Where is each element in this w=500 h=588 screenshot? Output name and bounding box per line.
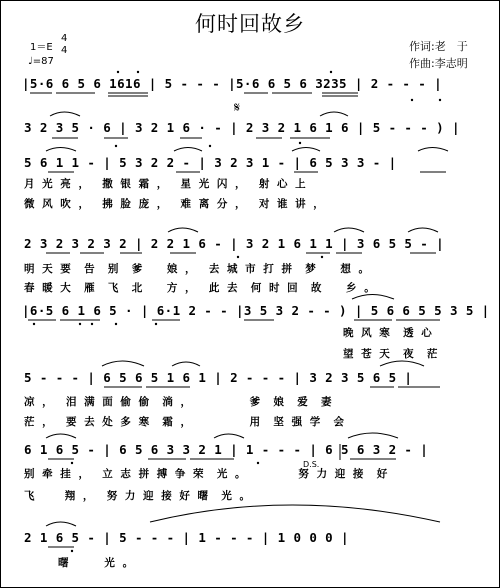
song-title: 何时回故乡 (195, 12, 305, 36)
notation-line-5: |6·5 6 1 6 5 · | 6·1 2 - - |3 5 3 2 - - ) | 5 6 6 5 5 3 5 | (22, 303, 490, 318)
lyric-line-6b: 茫 ， 要 去 处 多 寒 霜 ， 用 坚 强 学 会 (24, 416, 347, 428)
notation-line-1: |5·6 6 5 6 1616 | 5 - - - |5·6 6 5 6 3235 | 2 - - - | (22, 76, 443, 91)
notation-line-4: 2 3 2 3 2 3 2 | 2 2 1 6 - | 3 2 1 6 1 1 | 3 6 5 5 - | (24, 236, 445, 251)
lyric-line-7b: 飞 翔 ， 努 力 迎 接 好 曙 光 。 (24, 490, 252, 502)
notation-line-6: 5 - - - | 6 5 6 5 1 6 1 | 2 - - - | 3 2 3 5 6 5 | (24, 370, 413, 385)
notation-line-7: 6 1 6 5 - | 6 5 6 3 3 2 1 | 1 - - - | 6 5 6 3 2 - | (24, 442, 429, 457)
ds-mark: D.S. (303, 460, 320, 469)
segno-sign: 𝄋 (234, 100, 241, 116)
lyric-line-4b: 春 暖 大 雁 飞 北 方 ， 此 去 何 时 回 故 乡 。 (24, 282, 377, 294)
time-signature-top: 4 (61, 33, 68, 44)
tempo-mark: ♩=87 (28, 56, 54, 67)
lyric-line-6a: 凉 ， 泪 满 面 偷 偷 淌 ， 爹 娘 爱 妻 (24, 396, 334, 408)
lyricist-credit: 作词:老 于 (409, 40, 468, 53)
notation-line-8: 2 1 6 5 - | 5 - - - | 1 - - - | 1 0 0 0 | (24, 530, 349, 545)
lyric-line-4a: 明 天 要 告 别 爹 娘 ， 去 城 市 打 拼 梦 想 。 (24, 263, 372, 275)
notation-line-3: 5 6 1 1 - | 5 3 2 2 - | 3 2 3 1 - | 6 5 3 3 - | (24, 155, 397, 170)
lyric-line-5a: 晚 风 寒 透 心 (343, 327, 434, 339)
lyric-line-7a: 别 牵 挂 ， 立 志 拼 搏 争 荣 光 。 努 力 迎 接 好 (24, 468, 390, 480)
lyric-line-8a: 曙 光 。 (58, 557, 136, 569)
key-signature: 1＝E (30, 42, 53, 53)
lyric-line-3a: 月 光 亮 ， 撒 银 霜 ， 星 光 闪 ， 射 心 上 (24, 178, 308, 190)
lyric-line-3b: 微 风 吹 ， 拂 脸 庞 ， 难 离 分 ， 对 谁 讲 ， (24, 198, 326, 210)
notation-line-2: 3 2 3 5 · 6 | 3 2 1 6 · - | 2 3 2 1 6 1 6 | 5 - - - ) | (24, 120, 460, 135)
time-signature-bottom: 4 (61, 45, 68, 56)
lyric-line-5b: 望 苍 天 夜 茫 (343, 348, 440, 360)
composer-credit: 作曲:李志明 (409, 57, 468, 70)
